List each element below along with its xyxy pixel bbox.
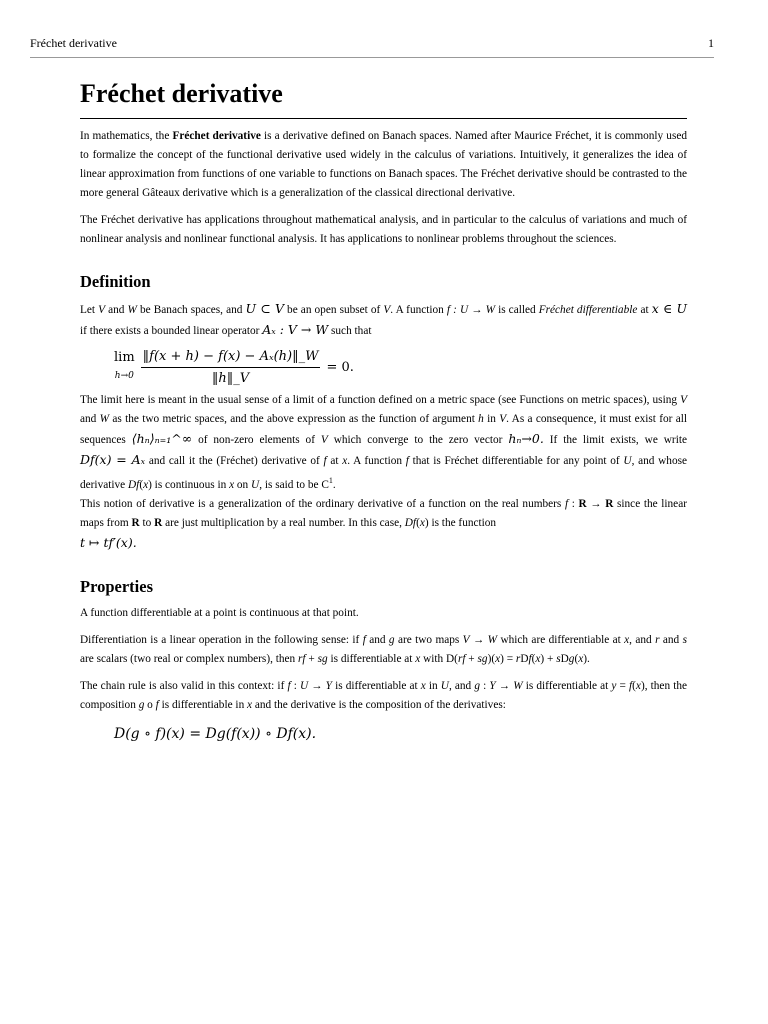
fraction-numerator: ‖f(x + h) − f(x) − Aₓ(h)‖_W	[141, 347, 321, 368]
var: x	[495, 652, 501, 665]
math-inline: x ∈ U	[651, 301, 687, 316]
var: g	[138, 698, 145, 711]
text: +	[305, 652, 318, 665]
text: +	[465, 652, 478, 665]
reals-symbol: R	[578, 497, 587, 510]
math-inline: t ↦ tf′(x).	[80, 534, 137, 550]
math-inline: U ⊂ V	[245, 301, 284, 316]
text: :	[568, 497, 579, 510]
var: sg	[317, 652, 328, 665]
var: Df	[404, 516, 417, 529]
var: U	[623, 455, 632, 467]
text: in	[425, 679, 441, 692]
text: =	[616, 679, 630, 692]
var: x	[624, 633, 630, 646]
text: The limit here is meant in the usual sense of a limit of a function defined on a metric space (see Functions on metric spaces), using	[80, 394, 681, 406]
var: V	[499, 413, 507, 425]
var: V	[320, 434, 328, 446]
text: as the two metric spaces, and the above expression as the function of argument	[109, 413, 479, 425]
var: V	[383, 304, 391, 316]
var: U	[440, 679, 449, 692]
var: f	[564, 497, 569, 510]
text: ), then the composition	[80, 679, 688, 711]
text: (	[416, 516, 420, 529]
text: at	[326, 455, 343, 467]
text: D	[560, 652, 569, 665]
text: such that	[328, 325, 372, 337]
var: sg	[477, 652, 488, 665]
text: are scalars (two real or complex numbers), then	[80, 652, 299, 665]
lim-subscript: h→0	[114, 371, 134, 381]
math-inline: Aₓ : V → W	[262, 322, 329, 337]
text: (	[632, 679, 636, 692]
text: are just multiplication by a real number. In this case,	[162, 516, 405, 529]
var: g	[474, 679, 480, 692]
var: x	[247, 698, 253, 711]
text: are two maps	[394, 633, 463, 646]
emphasis: Fréchet differentiable	[538, 304, 638, 316]
text: is called	[495, 304, 539, 316]
fraction	[141, 347, 321, 388]
text: is differentiable in	[158, 698, 248, 711]
text: :	[290, 679, 300, 692]
var: Y	[489, 679, 496, 692]
var: U	[299, 679, 309, 692]
text: is differentiable at	[327, 652, 416, 665]
var: x	[229, 478, 235, 491]
var: x	[415, 652, 421, 665]
var: rf	[298, 652, 306, 665]
text: since the linear maps from	[80, 497, 687, 529]
text: . As a consequence, it must exist for all sequences	[80, 413, 687, 446]
var: W	[487, 633, 498, 646]
text: with D(	[420, 652, 458, 665]
text: ) is the function	[424, 516, 497, 529]
limit-operator	[114, 348, 135, 386]
fraction-denominator: ‖h‖_V	[211, 370, 250, 386]
text: if there exists a bounded linear operator	[80, 325, 263, 337]
page-number: 1	[708, 36, 714, 50]
text: that is Fréchet differentiable for any point of	[408, 455, 624, 467]
text: . A function	[347, 455, 406, 467]
var: s	[682, 633, 687, 646]
text: ) =	[500, 652, 516, 665]
text: be Banach spaces, and	[136, 304, 246, 316]
page-title: Fréchet derivative	[80, 76, 687, 119]
text: .	[332, 478, 336, 491]
math-inline: f : U → W	[446, 304, 495, 316]
section-heading-properties: Properties	[80, 576, 154, 596]
var: x	[342, 455, 348, 467]
var: s	[556, 652, 561, 665]
text: of non-zero elements of	[192, 434, 321, 446]
text: (	[574, 652, 579, 665]
text: in	[483, 413, 500, 425]
var: r	[655, 633, 660, 646]
var: f	[362, 633, 366, 646]
text: and	[80, 413, 100, 425]
text: and call it the (Fréchet) derivative of	[145, 455, 324, 467]
text: →	[495, 679, 514, 692]
var: f	[155, 698, 159, 711]
text: (	[139, 478, 144, 491]
var: x	[143, 478, 149, 491]
text: :	[479, 679, 490, 692]
text: which converge to the zero vector	[327, 434, 509, 446]
text: →	[308, 679, 326, 692]
var: W	[99, 413, 110, 425]
text: to	[139, 516, 155, 529]
text: and	[659, 633, 683, 646]
var: x	[535, 652, 541, 665]
var: r	[515, 652, 521, 665]
text: at	[637, 304, 652, 316]
running-header	[30, 36, 714, 58]
text: o	[144, 698, 156, 711]
text: , and	[448, 679, 475, 692]
properties-paragraph-2	[80, 631, 687, 669]
properties-paragraph-3	[80, 677, 687, 715]
limit-equation	[114, 345, 687, 389]
intro-paragraph-2: The Fréchet derivative has applications throughout mathematical analysis, and in particular to the calculus of variations and much of nonlinear analysis and nonlinear functional analysis. It has applications to nonlinear problems throughout the sciences.	[80, 214, 687, 245]
text: which are differentiable at	[497, 633, 625, 646]
definition-paragraph-2	[80, 391, 687, 554]
text: This notion of derivative is a generalization of the ordinary derivative of a function on the real numbers	[80, 497, 565, 510]
reals-symbol: R	[605, 497, 614, 510]
text: be an open subset of	[283, 304, 384, 316]
var: f	[528, 652, 532, 665]
text: and the derivative is the composition of the derivatives:	[252, 698, 506, 711]
reals-symbol: R	[154, 516, 163, 529]
var: h	[478, 413, 484, 425]
text: , and whose derivative	[80, 455, 688, 491]
text: and	[105, 304, 128, 316]
var: V	[680, 394, 687, 406]
intro-paragraph-1	[80, 127, 687, 203]
var: rf	[457, 652, 466, 665]
superscript: 1	[328, 476, 333, 485]
var: f	[629, 679, 633, 692]
var: V	[98, 304, 106, 316]
text: . A function	[390, 304, 447, 316]
var: W	[513, 679, 523, 692]
var: g	[568, 652, 575, 665]
text: ) is continuous in	[148, 478, 230, 491]
article-body	[80, 76, 687, 744]
var: y	[611, 679, 617, 692]
text: (	[531, 652, 536, 665]
text: D	[520, 652, 529, 665]
var: Df	[128, 478, 140, 491]
var: x	[578, 652, 584, 665]
var: W	[127, 304, 137, 316]
math-inline: ⟨hₙ⟩ₙ₌₁^∞	[131, 431, 193, 446]
var: f	[287, 679, 291, 692]
var: x	[635, 679, 641, 692]
math-inline: hₙ→0.	[508, 431, 544, 446]
definition-paragraph-1	[80, 299, 687, 341]
text: , and	[629, 633, 656, 646]
intro-text: is a derivative defined on Banach spaces. Named after Maurice Fréchet, it is commonly used to formalize the concept of the functional derivative used widely in the calculus of variations. Intuitively, it generalizes the idea of linear approximation from functions of one variable to functions on Banach spaces. The Fréchet derivative should be contrasted to the more general Gâteaux derivative which is a generalization of the classical directional derivative.	[80, 130, 687, 199]
text: →	[469, 633, 488, 646]
text: The chain rule is also valid in this context: if	[80, 679, 288, 692]
text: ) +	[540, 652, 557, 665]
term-bold: Fréchet derivative	[172, 130, 261, 142]
text: Let	[80, 304, 99, 316]
lim-text: lim	[114, 350, 135, 365]
chain-rule-equation: D(g ∘ f)(x) = Dg(f(x)) ∘ Df(x).	[114, 725, 317, 742]
math-inline: Df(x) = Aₓ	[80, 452, 146, 467]
reals-symbol: R	[131, 516, 140, 529]
intro-text: In mathematics, the	[80, 130, 173, 142]
var: g	[388, 633, 395, 646]
text: Differentiation is a linear operation in the following sense: if	[80, 633, 363, 646]
var: f	[323, 455, 327, 467]
text: ).	[583, 652, 590, 665]
text: is differentiable at	[331, 679, 421, 692]
text: is differentiable at	[522, 679, 612, 692]
var: x	[419, 516, 425, 529]
running-title: Fréchet derivative	[30, 36, 117, 50]
var: x	[420, 679, 426, 692]
text: and	[365, 633, 389, 646]
var: U	[251, 478, 260, 491]
text: , is said to be C	[259, 478, 329, 491]
text: If the limit exists, we write	[543, 434, 687, 446]
var: V	[462, 633, 470, 646]
section-heading-definition: Definition	[80, 272, 151, 291]
var: Y	[325, 679, 332, 692]
var: f	[405, 455, 409, 467]
equation-rhs: = 0.	[326, 359, 354, 375]
text: →	[586, 497, 606, 510]
text: )(	[487, 652, 496, 665]
text: on	[234, 478, 252, 491]
properties-paragraph-1: A function differentiable at a point is continuous at that point.	[80, 606, 359, 619]
